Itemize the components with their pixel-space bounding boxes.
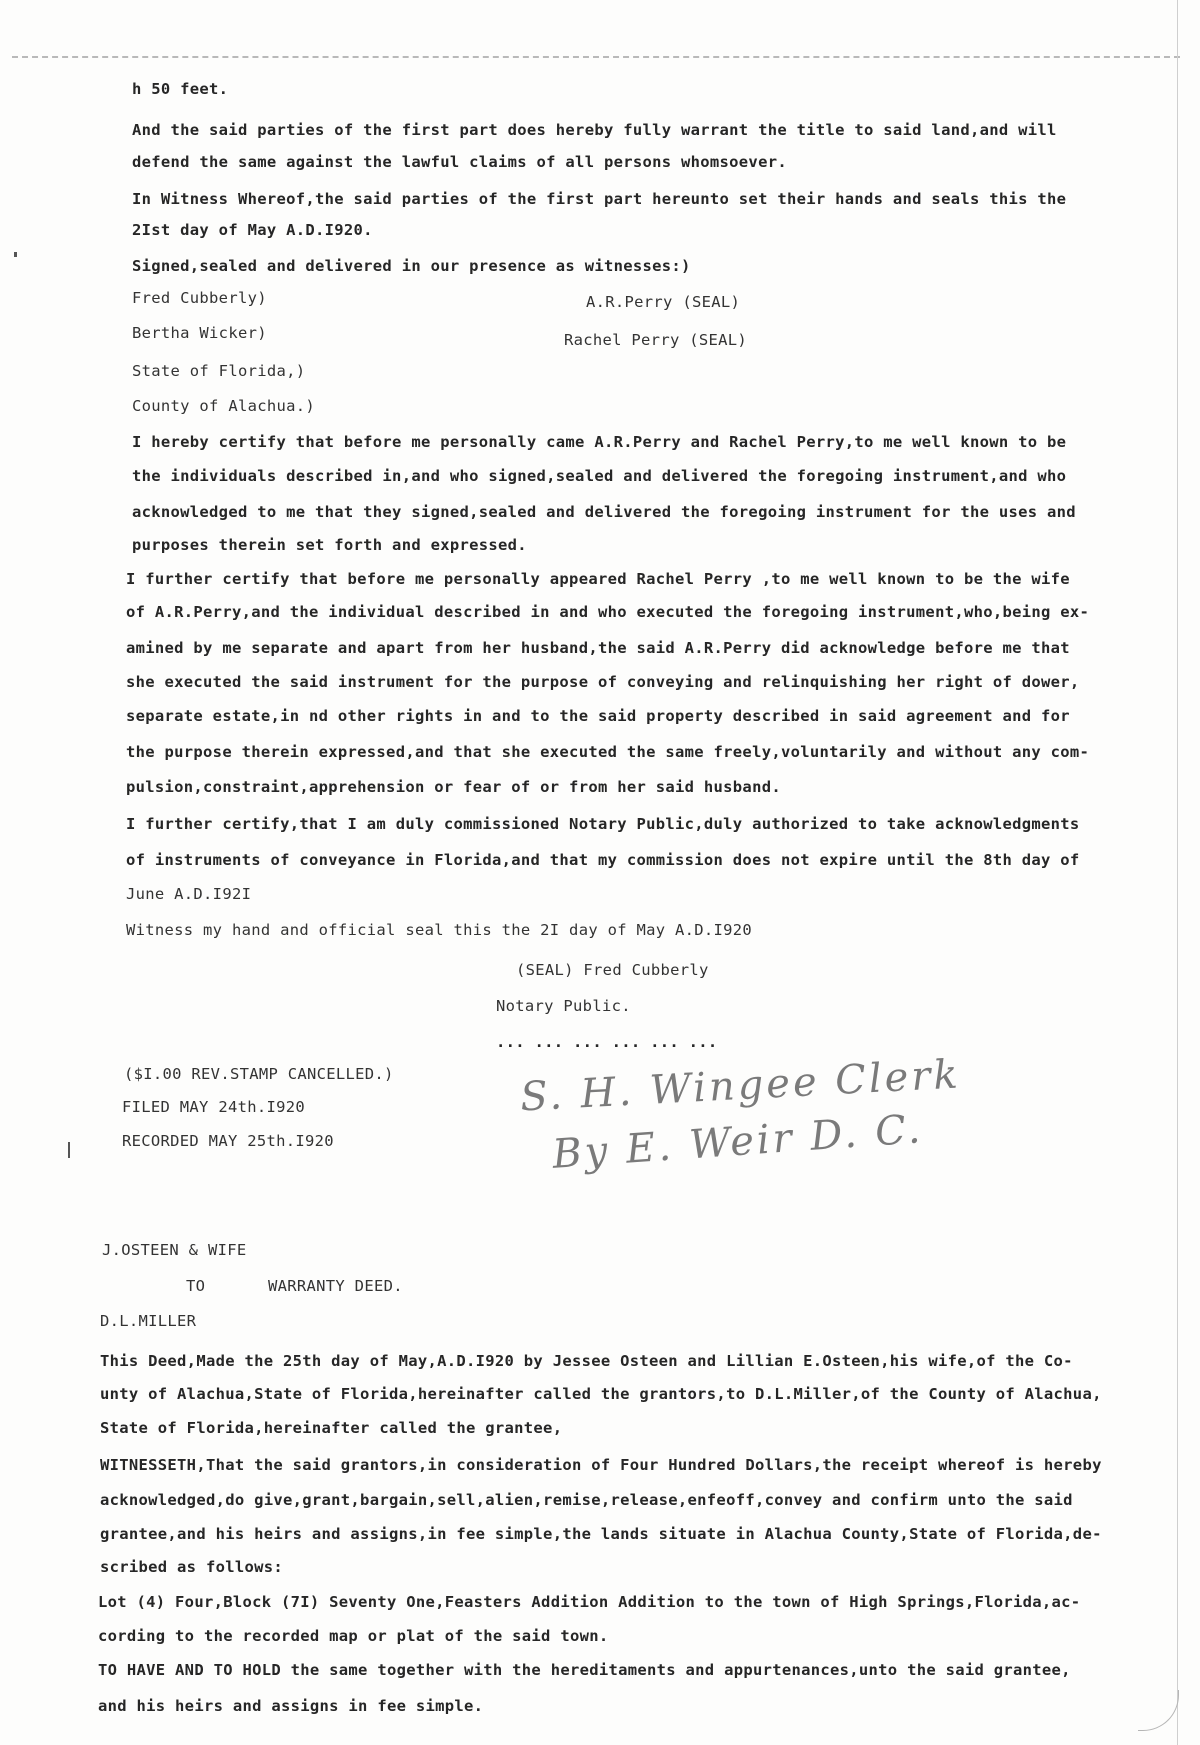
right-page-edge [1177,0,1178,1745]
deed-grantor-header: J.OSTEEN & WIFE [102,1241,247,1259]
lot-description-line: cording to the recorded map or plat of the said town. [98,1627,609,1645]
deed-body-line: unty of Alachua,State of Florida,hereinafter called the grantors,to D.L.Miller,of the County of Alachua, [100,1385,1102,1403]
deed-to-label: TO [186,1277,206,1295]
certificate-line: separate estate,in nd other rights in and to the said property described in said agreement and for [126,707,1070,725]
signer-name: Rachel Perry (SEAL) [564,331,748,349]
filed-date: FILED MAY 24th.I920 [122,1098,306,1116]
certificate-line: I hereby certify that before me personally came A.R.Perry and Rachel Perry,to me well known to be [132,433,1067,451]
page-corner-curl [1138,1690,1179,1731]
deed-type-label: WARRANTY DEED. [268,1277,403,1295]
separator-dots: ... ... ... ... ... ... [496,1033,718,1051]
certificate-line: of instruments of conveyance in Florida,and that my commission does not expire until the 8th day of [126,851,1080,869]
witness-name: Bertha Wicker) [132,324,267,342]
habendum-line: TO HAVE AND TO HOLD the same together with the hereditaments and appurtenances,unto the said grantee, [98,1661,1071,1679]
witness-hand-line: Witness my hand and official seal this the 2I day of May A.D.I920 [126,921,753,939]
certificate-line: amined by me separate and apart from her husband,the said A.R.Perry did acknowledge before me that [126,639,1070,657]
certificate-line: I further certify that before me personally appeared Rachel Perry ,to me well known to be the wife [126,570,1070,588]
signed-sealed-line: Signed,sealed and delivered in our presence as witnesses:) [132,257,691,275]
deed-continuation: h 50 feet. [132,80,229,98]
recorded-date: RECORDED MAY 25th.I920 [122,1132,334,1150]
certificate-line: I further certify,that I am duly commissioned Notary Public,duly authorized to take acknowledgments [126,815,1080,833]
lot-description-line: Lot (4) Four,Block (7I) Seventy One,Feasters Addition Addition to the town of High Springs,Florida,ac- [98,1593,1081,1611]
clerk-signature: S. H. Wingee Clerk [519,1051,962,1121]
witnesseth-line: acknowledged,do give,grant,bargain,sell,alien,remise,release,enfeoff,convey and confirm unto the said [100,1491,1073,1509]
venue-county: County of Alachua.) [132,397,316,415]
certificate-line: the individuals described in,and who signed,sealed and delivered the foregoing instrument,and who [132,467,1067,485]
top-dashed-rule [12,56,1180,58]
certificate-line: of A.R.Perry,and the individual described in and who executed the foregoing instrument,who,being ex- [126,603,1090,621]
warranty-line: defend the same against the lawful claims of all persons whomsoever. [132,153,787,171]
warranty-line: And the said parties of the first part does hereby fully warrant the title to said land,and will [132,121,1057,139]
venue-state: State of Florida,) [132,362,306,380]
witnesseth-line: scribed as follows: [100,1558,284,1576]
stray-mark [14,252,17,257]
stray-mark [68,1142,70,1158]
certificate-line: purposes therein set forth and expressed. [132,536,527,554]
deputy-clerk-signature: By E. Weir D. C. [550,1106,925,1178]
deed-body-line: This Deed,Made the 25th day of May,A.D.I920 by Jessee Osteen and Lillian E.Osteen,his wife,of the Co- [100,1352,1073,1370]
certificate-line: she executed the said instrument for the purpose of conveying and relinquishing her right of dower, [126,673,1080,691]
notary-name: (SEAL) Fred Cubberly [516,961,709,979]
notary-title: Notary Public. [496,997,631,1015]
signer-name: A.R.Perry (SEAL) [586,293,741,311]
habendum-line: and his heirs and assigns in fee simple. [98,1697,484,1715]
certificate-line: acknowledged to me that they signed,sealed and delivered the foregoing instrument for the uses and [132,503,1076,521]
witnesseth-line: WITNESSETH,That the said grantors,in consideration of Four Hundred Dollars,the receipt whereof is hereby [100,1456,1102,1474]
certificate-line: the purpose therein expressed,and that she executed the same freely,voluntarily and without any com- [126,743,1090,761]
deed-body-line: State of Florida,hereinafter called the grantee, [100,1419,563,1437]
deed-grantee-header: D.L.MILLER [100,1312,197,1330]
in-witness-line: In Witness Whereof,the said parties of the first part hereunto set their hands and seals this the [132,190,1067,208]
witnesseth-line: grantee,and his heirs and assigns,in fee simple,the lands situate in Alachua County,State of Florida,de- [100,1525,1102,1543]
in-witness-line: 2Ist day of May A.D.I920. [132,221,373,239]
certificate-line: June A.D.I92I [126,885,252,903]
rev-stamp-note: ($I.00 REV.STAMP CANCELLED.) [124,1065,394,1083]
certificate-line: pulsion,constraint,apprehension or fear of or from her said husband. [126,778,781,796]
witness-name: Fred Cubberly) [132,289,267,307]
